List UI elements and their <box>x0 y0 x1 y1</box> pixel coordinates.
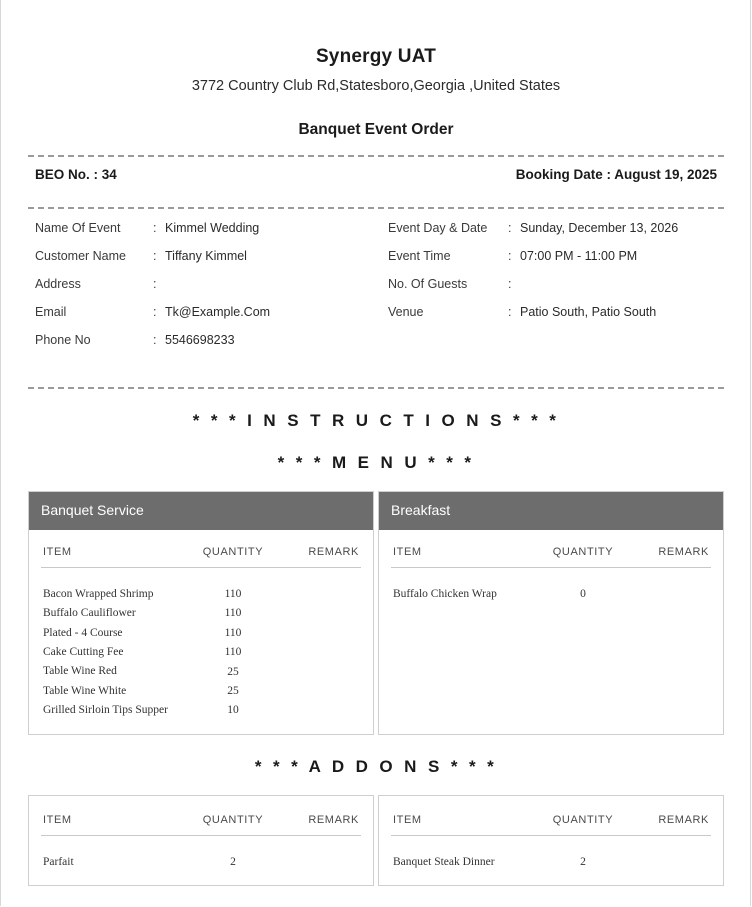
event-info-right-column <box>376 221 724 361</box>
menu-items-table <box>391 540 711 603</box>
field-value: Patio South, Patio South <box>520 305 657 319</box>
column-header-quantity: QUANTITY <box>535 808 631 836</box>
field-label: Email <box>35 305 67 319</box>
organization-name: Synergy UAT <box>315 46 437 67</box>
field-value: Sunday, December 13, 2026 <box>520 221 679 235</box>
menu-items-table <box>41 540 361 720</box>
addon-cards <box>28 795 724 886</box>
column-header-remark: REMARK <box>281 808 361 836</box>
field-name-of-event <box>35 221 376 236</box>
field-venue <box>388 305 724 320</box>
addon-items-table <box>391 808 711 871</box>
table-row <box>391 584 711 603</box>
field-label: Event Day & Date <box>388 221 488 235</box>
column-header-item: ITEM <box>41 540 185 568</box>
column-header-quantity: QUANTITY <box>185 540 281 568</box>
field-event-day-and-date <box>388 221 724 236</box>
cell-remark <box>631 584 711 603</box>
field-event-time <box>388 249 724 264</box>
cell-quantity: 2 <box>230 855 236 868</box>
cell-quantity: 2 <box>580 855 586 868</box>
cell-item: Plated - 4 Course <box>43 626 123 639</box>
table-row <box>41 604 361 623</box>
field-no-of-guests <box>388 277 724 292</box>
field-address <box>35 277 376 292</box>
cell-quantity: 110 <box>224 646 242 659</box>
table-header-row <box>41 808 361 836</box>
table-row <box>41 584 361 603</box>
field-colon: : <box>508 305 512 319</box>
column-header-quantity: QUANTITY <box>535 540 631 568</box>
field-label: Customer Name <box>35 249 126 263</box>
cell-remark <box>281 584 361 603</box>
cell-quantity: 110 <box>224 607 242 620</box>
document-body <box>0 46 752 886</box>
booking-date: Booking Date : August 19, 2025 <box>515 167 717 182</box>
menu-heading: * * * M E N U * * * <box>277 453 475 472</box>
table-row <box>41 623 361 642</box>
field-label: Name Of Event <box>35 221 121 235</box>
field-label: Phone No <box>35 333 91 347</box>
menu-cards <box>28 491 724 735</box>
table-row <box>41 681 361 700</box>
cell-quantity: 25 <box>227 665 239 678</box>
field-colon: : <box>153 221 157 235</box>
cell-item: Table Wine White <box>43 684 127 697</box>
field-colon: : <box>508 221 512 235</box>
addons-heading: * * * A D D O N S * * * <box>254 757 498 777</box>
menu-card-banquet-service <box>28 491 374 735</box>
table-spacer <box>41 836 361 853</box>
beo-header-row <box>28 157 724 191</box>
beo-number: BEO No. : 34 <box>35 167 117 182</box>
table-header-row <box>391 540 711 568</box>
field-phone-no <box>35 333 376 348</box>
field-value: 07:00 PM - 11:00 PM <box>520 249 638 263</box>
field-colon: : <box>153 249 157 263</box>
cell-remark <box>631 852 711 871</box>
page-title: Banquet Event Order <box>298 121 454 138</box>
event-info-left-column <box>28 221 376 361</box>
menu-card-title: Breakfast <box>379 492 723 530</box>
organization-address: 3772 Country Club Rd,Statesboro,Georgia ,United States <box>191 78 561 94</box>
cell-item: Buffalo Chicken Wrap <box>393 587 497 600</box>
cell-quantity: 110 <box>224 626 242 639</box>
column-header-item: ITEM <box>391 540 535 568</box>
field-colon: : <box>153 277 157 291</box>
cell-quantity: 10 <box>227 704 239 717</box>
cell-item: Bacon Wrapped Shrimp <box>43 587 154 600</box>
table-header-row <box>391 808 711 836</box>
cell-quantity: 0 <box>580 588 586 601</box>
column-header-remark: REMARK <box>631 808 711 836</box>
cell-remark <box>281 662 361 681</box>
field-colon: : <box>153 333 157 347</box>
table-row <box>41 701 361 720</box>
field-value: Kimmel Wedding <box>165 221 260 235</box>
cell-remark <box>281 604 361 623</box>
column-header-remark: REMARK <box>281 540 361 568</box>
instructions-heading: * * * I N S T R U C T I O N S * * * <box>192 411 560 430</box>
field-colon: : <box>508 277 512 291</box>
table-row <box>41 662 361 681</box>
cell-item: Table Wine Red <box>43 665 117 678</box>
addon-card-body <box>379 796 723 885</box>
menu-card-title: Banquet Service <box>29 492 373 530</box>
table-spacer <box>391 836 711 853</box>
table-row <box>391 852 711 871</box>
field-value: 5546698233 <box>165 333 235 347</box>
cell-quantity: 25 <box>227 684 239 697</box>
event-info <box>28 209 724 371</box>
field-customer-name <box>35 249 376 264</box>
table-header-row <box>41 540 361 568</box>
column-header-item: ITEM <box>391 808 535 836</box>
cell-remark <box>281 643 361 662</box>
field-value: Tk@Example.Com <box>165 305 271 319</box>
menu-card-body <box>379 530 723 716</box>
menu-card-body <box>29 530 373 734</box>
cell-item: Banquet Steak Dinner <box>393 855 495 868</box>
column-header-remark: REMARK <box>631 540 711 568</box>
field-email <box>35 305 376 320</box>
field-value: Tiffany Kimmel <box>165 249 247 263</box>
menu-card-breakfast <box>378 491 724 735</box>
field-label: Address <box>35 277 81 291</box>
cell-item: Parfait <box>43 855 74 868</box>
column-header-item: ITEM <box>41 808 185 836</box>
cell-remark <box>281 701 361 720</box>
field-label: Event Time <box>388 249 451 263</box>
table-spacer <box>41 568 361 585</box>
field-colon: : <box>508 249 512 263</box>
table-spacer <box>391 568 711 585</box>
table-row <box>41 643 361 662</box>
cell-remark <box>281 623 361 642</box>
column-header-quantity: QUANTITY <box>185 808 281 836</box>
addon-card-right <box>378 795 724 886</box>
cell-remark <box>281 852 361 871</box>
addon-card-left <box>28 795 374 886</box>
cell-item: Buffalo Cauliflower <box>43 607 136 620</box>
field-label: No. Of Guests <box>388 277 468 291</box>
cell-remark <box>281 681 361 700</box>
divider-bottom <box>28 387 724 389</box>
cell-quantity: 110 <box>224 588 242 601</box>
addon-card-body <box>29 796 373 885</box>
field-label: Venue <box>388 305 424 319</box>
field-colon: : <box>153 305 157 319</box>
cell-item: Grilled Sirloin Tips Supper <box>43 704 168 717</box>
table-row <box>41 852 361 871</box>
cell-item: Cake Cutting Fee <box>43 646 124 659</box>
addon-items-table <box>41 808 361 871</box>
